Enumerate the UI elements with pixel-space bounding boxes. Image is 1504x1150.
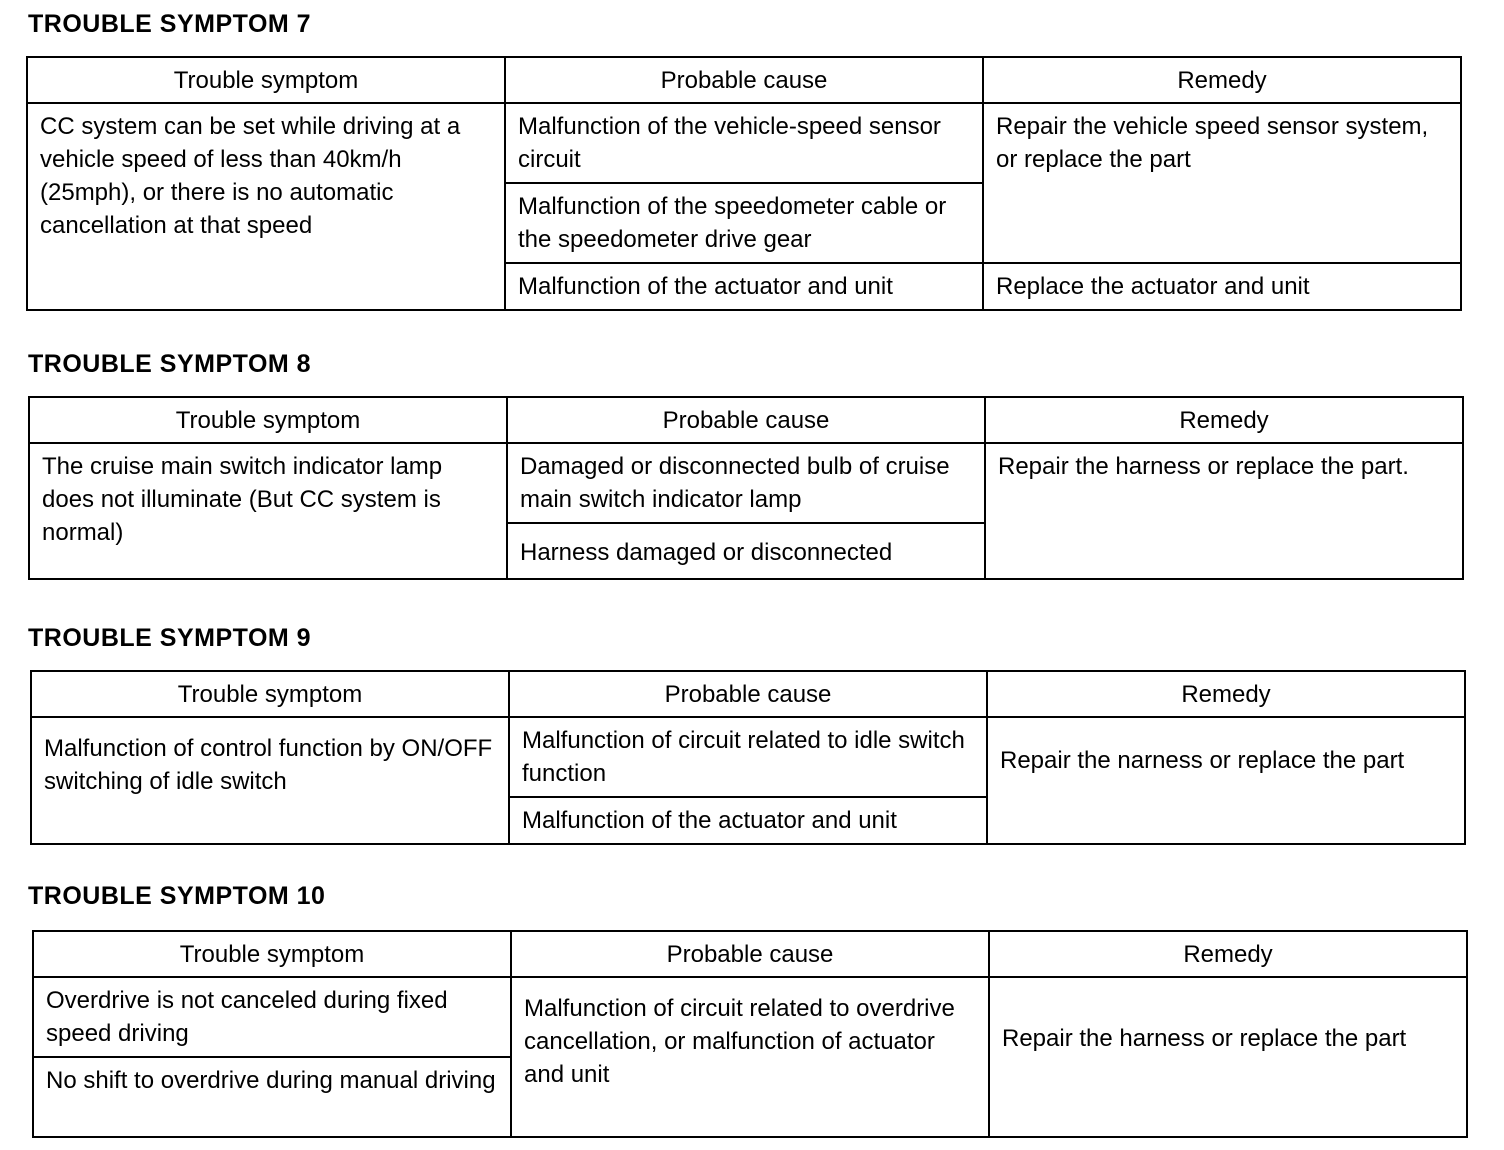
cause-cell: Malfunction of circuit related to idle switch function — [509, 717, 987, 797]
header-trouble-symptom: Trouble symptom — [33, 931, 511, 977]
cause-cell: Damaged or disconnected bulb of cruise main switch indicator lamp — [507, 443, 985, 523]
header-trouble-symptom: Trouble symptom — [31, 671, 509, 717]
header-probable-cause: Probable cause — [511, 931, 989, 977]
trouble-table-7 — [26, 56, 1462, 311]
header-remedy: Remedy — [985, 397, 1463, 443]
trouble-table-10 — [32, 930, 1468, 1138]
trouble-table-8 — [28, 396, 1464, 580]
remedy-cell: Repair the harness or replace the part. — [985, 443, 1463, 579]
table-header-row — [31, 671, 1465, 717]
table-row — [27, 103, 1461, 183]
symptom-cell: The cruise main switch indicator lamp does not illuminate (But CC system is normal) — [29, 443, 507, 579]
table-row — [29, 443, 1463, 523]
header-trouble-symptom: Trouble symptom — [27, 57, 505, 103]
section-title-9: TROUBLE SYMPTOM 9 — [28, 624, 312, 652]
section-title-8: TROUBLE SYMPTOM 8 — [28, 350, 312, 378]
table-row — [31, 717, 1465, 797]
header-remedy: Remedy — [983, 57, 1461, 103]
table-header-row — [27, 57, 1461, 103]
symptom-cell: Overdrive is not canceled during fixed speed driving — [33, 977, 511, 1057]
trouble-table-9 — [30, 670, 1466, 845]
remedy-cell: Repair the harness or replace the part — [989, 977, 1467, 1137]
remedy-cell: Repair the narness or replace the part — [987, 717, 1465, 844]
cause-cell: Malfunction of the actuator and unit — [509, 797, 987, 844]
cause-cell: Malfunction of circuit related to overdrive cancellation, or malfunction of actuator and unit — [511, 977, 989, 1137]
remedy-cell: Repair the vehicle speed sensor system, or replace the part — [983, 103, 1461, 263]
symptom-cell: No shift to overdrive during manual driving — [33, 1057, 511, 1137]
header-remedy: Remedy — [989, 931, 1467, 977]
header-trouble-symptom: Trouble symptom — [29, 397, 507, 443]
header-remedy: Remedy — [987, 671, 1465, 717]
table-row — [33, 977, 1467, 1057]
cause-cell: Malfunction of the actuator and unit — [505, 263, 983, 310]
section-title-7: TROUBLE SYMPTOM 7 — [28, 10, 312, 38]
cause-cell: Malfunction of the vehicle-speed sensor circuit — [505, 103, 983, 183]
symptom-cell: Malfunction of control function by ON/OFF switching of idle switch — [31, 717, 509, 844]
header-probable-cause: Probable cause — [505, 57, 983, 103]
symptom-cell: CC system can be set while driving at a vehicle speed of less than 40km/h (25mph), or there is no automatic cancellation at that speed — [27, 103, 505, 310]
table-header-row — [29, 397, 1463, 443]
table-header-row — [33, 931, 1467, 977]
header-probable-cause: Probable cause — [509, 671, 987, 717]
section-title-10: TROUBLE SYMPTOM 10 — [28, 882, 326, 910]
cause-cell: Malfunction of the speedometer cable or the speedometer drive gear — [505, 183, 983, 263]
cause-cell: Harness damaged or disconnected — [507, 523, 985, 579]
remedy-cell: Replace the actuator and unit — [983, 263, 1461, 310]
header-probable-cause: Probable cause — [507, 397, 985, 443]
